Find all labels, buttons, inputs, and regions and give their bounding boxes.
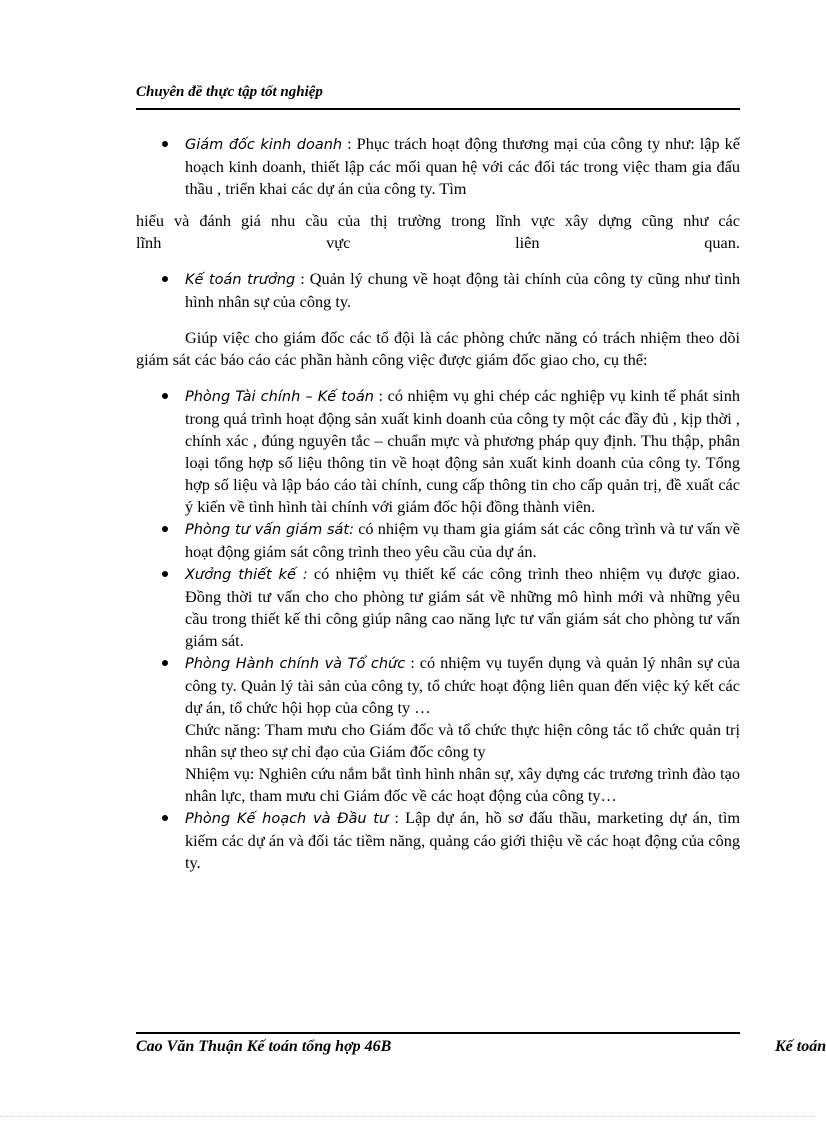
bullet-text: : có nhiệm vụ ghi chép các nghiệp vụ kinh tế phát sinh trong quá trình hoạt động sản xuất kinh doanh của công ty một các đầy đủ , kịp thời , chính xác , đúng nguyên tắc – chuẩn mực và phương pháp quy định. Thu thập, phân loại tổng hợp số liệu thông tin về hoạt động sản xuất kinh doanh của công ty. Tổng hợp số liệu và lập báo cáo tài chính, cung cấp thông tin cho cấp quản trị, đề xuất các ý kiến về tình hình tài chính với giám đốc hội đồng thành viên. [185,386,740,516]
bullet-giam-doc-kinh-doanh [136,133,740,200]
bullet-dot-icon [162,815,168,821]
page-header-title: Chuyên đề thực tập tốt nghiệp [136,84,323,100]
bullet-dot-icon [162,660,168,666]
bullet-term: Phòng tư vấn giám sát: [185,522,354,538]
bullet-text: có nhiệm vụ thiết kế các công trình theo nhiệm vụ được giao. Đồng thời tư vấn cho cho phòng tư giám sát về những mô hình mới và những yêu cầu trong thiết kế thi công giúp nâng cao năng lực tư vấn giám sát cho phòng tư vấn giám sát. [185,564,740,650]
bullet-text: : Quản lý chung về hoạt động tài chính của công ty cũng như tình hình nhân sự của công ty. [185,269,740,311]
bullet-term: Phòng Hành chính và Tổ chức [185,656,406,672]
header-divider [136,108,740,110]
bullet-xuong-thiet-ke [136,563,740,652]
paragraph-intro: Giúp việc cho giám đốc các tổ đội là các phòng chức năng có trách nhiệm theo dõi giám sát các báo cáo các phần hành công việc được giám đốc giao cho, cụ thể: [136,328,740,369]
sub-paragraph-chuc-nang: Chức năng: Tham mưu cho Giám đốc và tổ chức thực hiện công tác tổ chức quản trị nhân sự theo sự chỉ đạo của Giám đốc công ty [185,720,740,761]
bullet-term: Giám đốc kinh doanh [185,137,343,153]
bullet-text: : Lập dự án, hồ sơ đấu thầu, marketing dự án, tìm kiếm các dự án và đối tác tiềm năng, quảng cáo giới thiệu về các hoạt động của công ty. [185,808,741,872]
bullet-dot-icon [162,571,168,577]
bullet-term: Kế toán trưởng [185,272,296,288]
bullet-phong-tu-van-giam-sat [136,518,740,563]
footer-department: Kế toán [775,1038,826,1055]
footer-divider [136,1032,740,1034]
bullet-dot-icon [162,393,168,399]
paragraph-line: lĩnh vực liên quan. [136,233,740,252]
bullet-term: Phòng Kế hoạch và Đầu tư [185,811,389,827]
paragraph-continuation [136,210,740,254]
page-bottom-edge [0,1116,816,1117]
bullet-phong-tai-chinh-ke-toan [136,385,740,518]
document-body [136,133,740,874]
bullet-phong-ke-hoach-dau-tu [136,807,740,874]
bullet-term: Phòng Tài chính – Kế toán [185,389,374,405]
footer-author: Cao Văn Thuận Kế toán tổng hợp 46B [136,1038,392,1055]
sub-paragraph-nhiem-vu: Nhiệm vụ: Nghiên cứu nắm bắt tình hình nhân sự, xây dựng các trương trình đào tạo nhân lực, tham mưu chi Giám đốc về các hoạt động của công ty… [185,764,740,805]
bullet-phong-hanh-chinh-to-chuc [136,652,740,719]
bullet-dot-icon [162,141,168,147]
bullet-text: : Phục trách hoạt động thương mại của công ty như: lập kế hoạch kinh doanh, thiết lập các mối quan hệ với các đối tác trong việc tham gia đấu thầu , triển khai các dự án của công ty. Tìm [185,134,741,198]
bullet-ke-toan-truong [136,268,740,313]
bullet-dot-icon [162,526,168,532]
bullet-dot-icon [162,276,168,282]
bullet-text: : có nhiệm vụ tuyển dụng và quản lý nhân sự của công ty. Quản lý tài sản của công ty, tổ chức hoạt động liên quan đến việc ký kết các dự án, tổ chức hội họp của công ty … [185,653,740,717]
bullet-text: có nhiệm vụ tham gia giám sát các công trình và tư vấn về hoạt động giám sát công trình theo yêu cầu của dự án. [185,519,740,561]
paragraph-line: hiểu và đánh giá nhu cầu của thị trường trong lĩnh vực xây dựng cũng như các [136,211,740,230]
bullet-term: Xưởng thiết kế : [185,567,308,583]
